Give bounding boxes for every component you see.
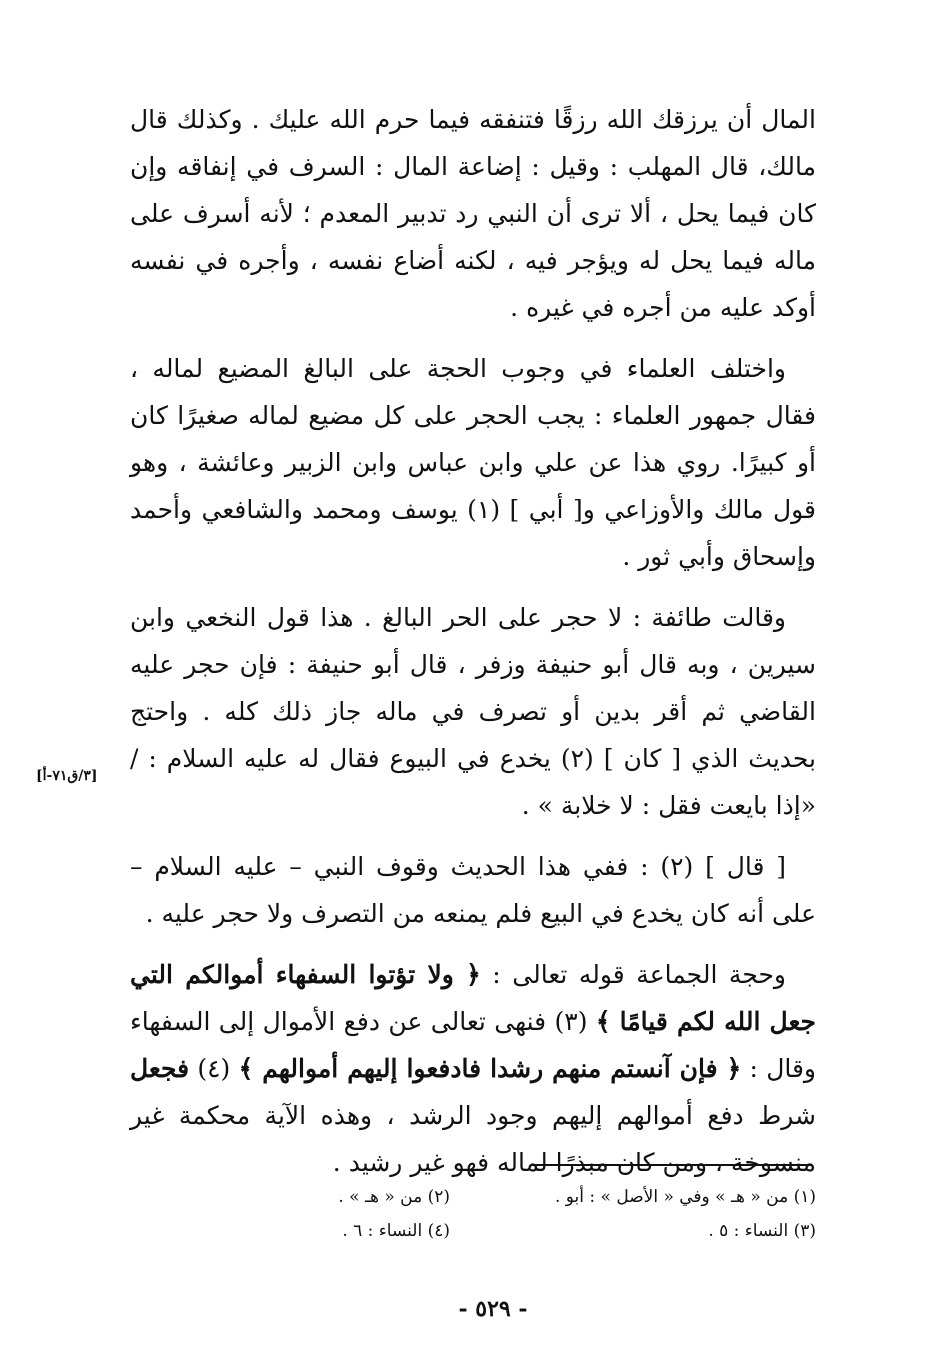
body-text — [130, 96, 816, 1200]
paragraph-1: المال أن يرزقك الله رزقًا فتنفقه فيما حرم الله عليك . وكذلك قال مالك، قال المهلب : وقيل : إضاعة المال : السرف في إنفاقه وإن كان فيما يحل ، ألا ترى أن النبي رد تدبير المعدم ؛ لأنه أسرف على ماله فيما يحل له ويؤجر فيه ، لكنه أضاع نفسه ، وأجره في نفسه أوكد عليه من أجره في غيره . — [130, 105, 816, 322]
page-number: - ٥٢٩ - — [458, 1296, 528, 1322]
paragraph-2: واختلف العلماء في وجوب الحجة على البالغ المضيع لماله ، فقال جمهور العلماء : يجب الحجر على كل مضيع لماله صغيرًا كان أو كبيرًا. روي هذا عن علي وابن عباس وابن الزبير وعائشة ، وهو قول مالك والأوزاعي و[ أبي ] (١) يوسف ومحمد والشافعي وأحمد وإسحاق وأبي ثور . — [130, 354, 816, 571]
paragraph-5-bold-word: فجعل — [130, 1054, 190, 1083]
manuscript-folio-reference: [٣/ق٧١-أ] — [36, 768, 98, 784]
paragraph-5 — [130, 951, 816, 1186]
footnote-1: (١) من « هـ » وفي « الأصل » : أبو . — [554, 1187, 816, 1207]
footnote-row-1 — [230, 1180, 816, 1214]
footnote-4: (٤) النساء : ٦ . — [342, 1221, 450, 1241]
footnotes — [230, 1180, 816, 1248]
paragraph-5-part-3: (٤) — [189, 1054, 239, 1083]
footnote-divider — [534, 1164, 810, 1166]
paragraph-3: وقالت طائفة : لا حجر على الحر البالغ . هذا قول النخعي وابن سيرين ، وبه قال أبو حنيفة وزفر ، قال أبو حنيفة : فإن حجر عليه القاضي ثم أقر بدين أو تصرف في ماله جاز ذلك كله . واحتج بحديث الذي [ كان ] (٢) يخدع في البيوع فقال له عليه السلام : / «إذا بايعت فقل : لا خلابة » . — [130, 603, 817, 820]
footnote-3: (٣) النساء : ٥ . — [708, 1221, 816, 1241]
paragraph-5-part-4: شرط دفع أموالهم إليهم وجود الرشد ، وهذه الآية محكمة غير منسوخة ، ومن كان مبذرًا لماله فهو غير رشيد . — [130, 1101, 816, 1177]
footnote-2: (٢) من « هـ » . — [338, 1187, 450, 1207]
quran-quote-1: ﴿ ولا تؤتوا السفهاء أموالكم التي جعل الله لكم قيامًا ﴾ — [130, 960, 817, 1036]
paragraph-4: [ قال ] (٢) : ففي هذا الحديث وقوف النبي – عليه السلام – على أنه كان يخدع في البيع فلم يمنعه من التصرف ولا حجر عليه . — [130, 852, 816, 928]
paragraph-5-part-1: وحجة الجماعة قوله تعالى : — [480, 960, 786, 989]
quran-quote-2: ﴿ فإن آنستم منهم رشدا فادفعوا إليهم أموالهم ﴾ — [238, 1054, 742, 1083]
footnote-row-2 — [230, 1214, 816, 1248]
paragraph-5-part-2: (٣) فنهى تعالى عن دفع الأموال إلى السفهاء وقال : — [130, 1007, 817, 1083]
